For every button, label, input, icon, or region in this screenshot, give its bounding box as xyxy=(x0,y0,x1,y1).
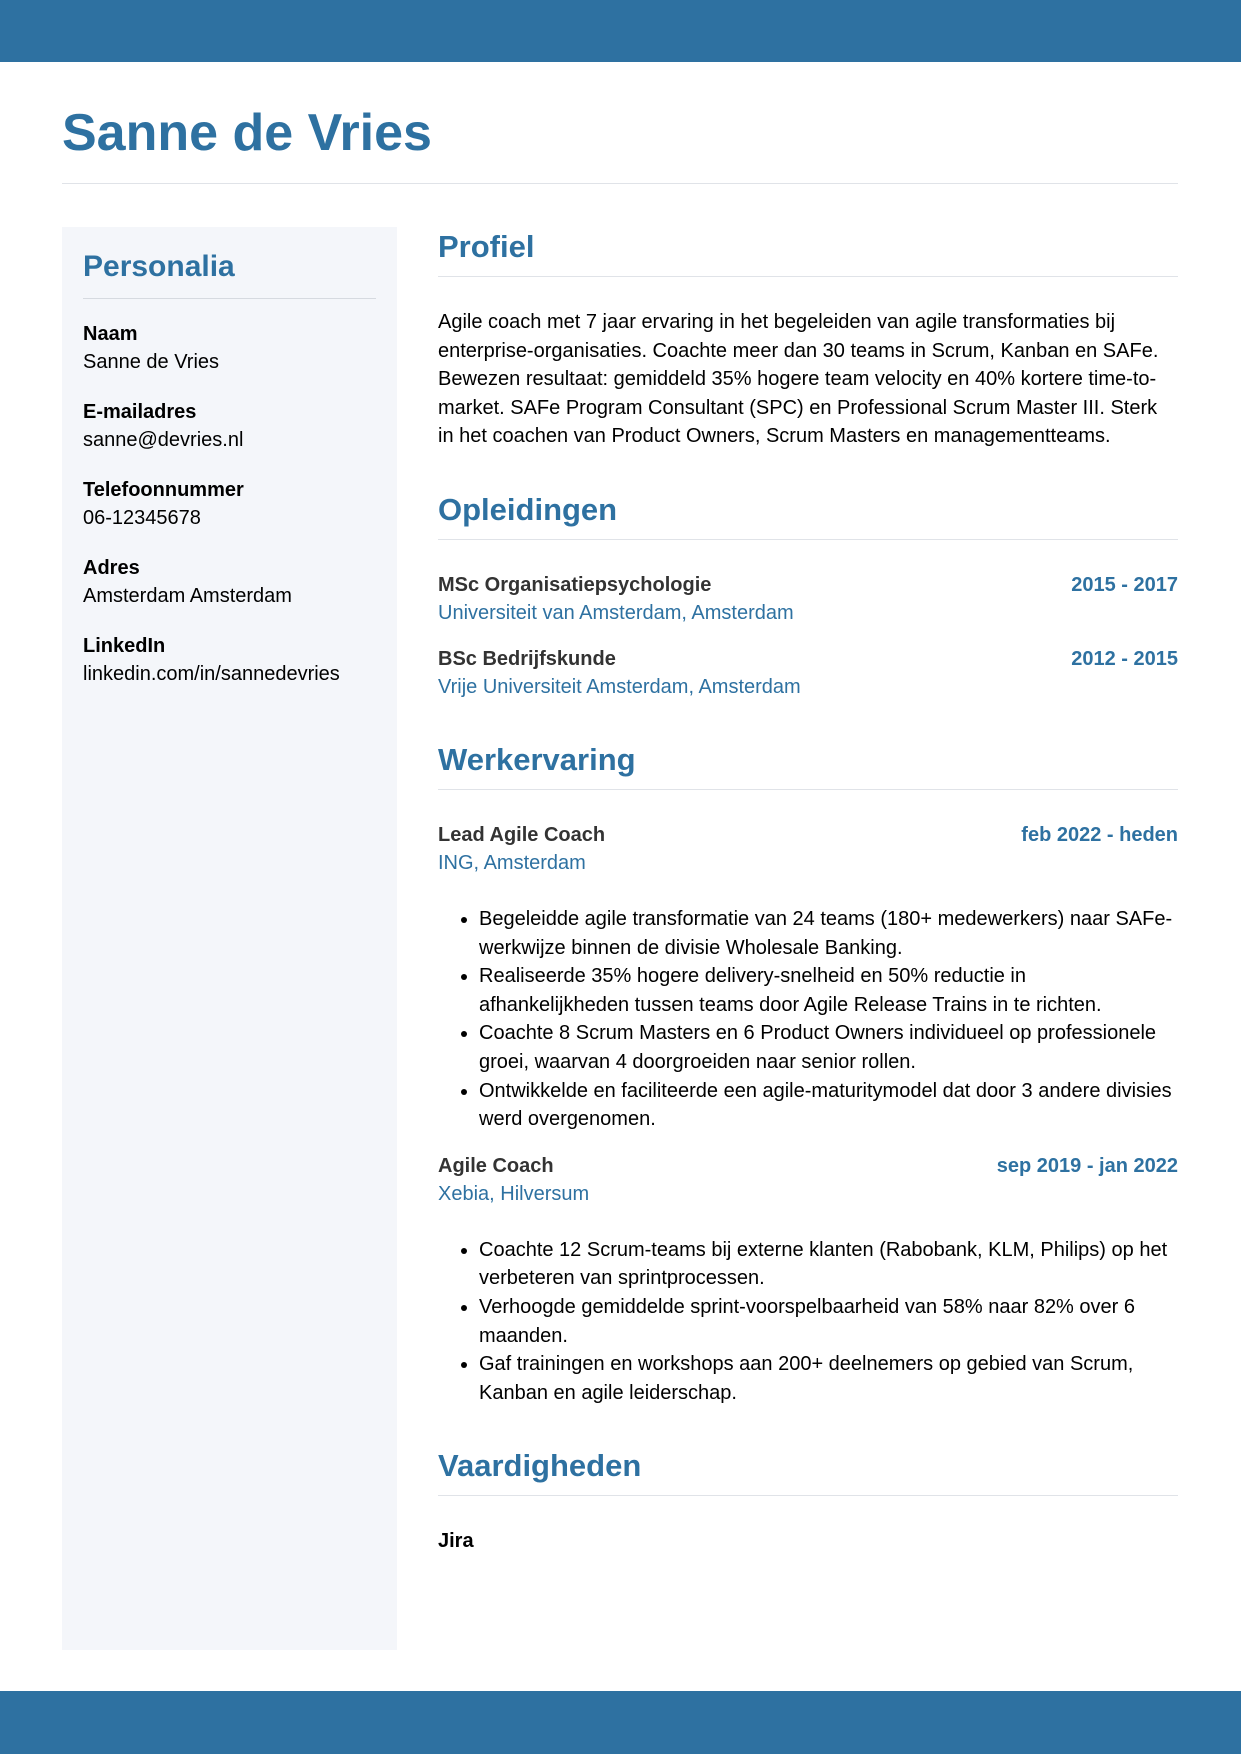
bullet-item: • Ontwikkelde en faciliteerde een agile-maturitymodel dat door 3 andere divisies werd overgenomen. xyxy=(479,1077,1178,1134)
bullet-item: • Realiseerde 35% hogere delivery-snelheid en 50% reductie in afhankelijkheden tussen teams door Agile Release Trains in te richten. xyxy=(479,962,1178,1019)
education-dates: 2015 - 2017 xyxy=(1071,573,1178,596)
education-degree: BSc Bedrijfskunde xyxy=(438,647,616,670)
linkedin-link[interactable]: linkedin.com/in/sannedevries xyxy=(83,662,340,685)
field-linkedin xyxy=(83,632,376,688)
bullet-item: • Coachte 8 Scrum Masters en 6 Product Owners individueel op professionele groei, waarvan 4 doorgroeiden naar senior rollen. xyxy=(479,1019,1178,1076)
field-label: Adres xyxy=(83,556,140,579)
section-divider xyxy=(438,539,1178,540)
sidebar-title: Personalia xyxy=(83,250,235,283)
field-value: 06-12345678 xyxy=(83,506,201,529)
section-profile xyxy=(438,223,1178,451)
experience-company: Xebia, Hilversum xyxy=(438,1182,590,1205)
field-value: Amsterdam Amsterdam xyxy=(83,584,292,607)
field-label: LinkedIn xyxy=(83,634,166,657)
field-email xyxy=(83,398,376,454)
field-naam xyxy=(83,320,376,376)
section-title: Profiel xyxy=(438,229,535,264)
field-label: Telefoonnummer xyxy=(83,478,244,501)
section-title: Werkervaring xyxy=(438,741,636,777)
bullet-item: • Begeleidde agile transformatie van 24 teams (180+ medewerkers) naar SAFe-werkwijze binnen de divisie Wholesale Banking. xyxy=(479,905,1178,962)
section-divider xyxy=(438,789,1178,790)
education-institution: Universiteit van Amsterdam, Amsterdam xyxy=(438,601,794,624)
bullet-item: • Gaf trainingen en workshops aan 200+ deelnemers op gebied van Scrum, Kanban en agile leiderschap. xyxy=(479,1350,1178,1407)
experience-role: Lead Agile Coach xyxy=(438,823,606,846)
skill-item: Jira xyxy=(438,1530,474,1553)
section-divider xyxy=(438,276,1178,277)
bottom-banner xyxy=(0,1691,1241,1754)
section-education xyxy=(438,486,1178,701)
header-divider xyxy=(62,183,1178,184)
experience-role: Agile Coach xyxy=(438,1154,554,1177)
section-experience xyxy=(438,736,1178,1407)
field-label: Naam xyxy=(83,322,138,345)
sidebar-divider xyxy=(83,298,376,299)
field-address xyxy=(83,554,376,610)
bullet-item: • Coachte 12 Scrum-teams bij externe klanten (Rabobank, KLM, Philips) op het verbeteren van sprintprocessen. xyxy=(479,1236,1178,1293)
bullet-item: • Verhoogde gemiddelde sprint-voorspelbaarheid van 58% naar 82% over 6 maanden. xyxy=(479,1293,1178,1350)
field-value: Sanne de Vries xyxy=(83,350,220,373)
experience-dates: sep 2019 - jan 2022 xyxy=(996,1154,1178,1177)
education-dates: 2012 - 2015 xyxy=(1071,647,1178,670)
field-label: E-mailadres xyxy=(83,400,197,423)
experience-entry xyxy=(438,1152,1178,1408)
field-phone xyxy=(83,476,376,532)
field-value: sanne@devries.nl xyxy=(83,428,244,451)
section-title: Vaardigheden xyxy=(438,1448,642,1484)
section-title: Opleidingen xyxy=(438,491,618,527)
section-skills xyxy=(438,1442,1178,1555)
experience-bullets xyxy=(438,905,1178,1134)
experience-company: ING, Amsterdam xyxy=(438,851,586,874)
education-entry xyxy=(438,571,1178,627)
top-banner xyxy=(0,0,1241,62)
education-entry xyxy=(438,645,1178,701)
experience-entry xyxy=(438,821,1178,1134)
sidebar-personalia xyxy=(62,227,397,1650)
profile-text: Agile coach met 7 jaar ervaring in het begeleiden van agile transformaties bij enterprise-organisaties. Coachte meer dan 30 teams in Scrum, Kanban en SAFe. Bewezen resultaat: gemiddeld 35% hogere team velocity en 40% kortere time-to-market. SAFe Program Consultant (SPC) en Professional Scrum Master III. Sterk in het coachen van Product Owners, Scrum Masters en managementteams. xyxy=(438,311,1159,448)
experience-dates: feb 2022 - heden xyxy=(1021,823,1178,846)
main-content xyxy=(438,223,1178,1590)
section-divider xyxy=(438,1495,1178,1496)
page-title: Sanne de Vries xyxy=(62,104,432,162)
experience-bullets xyxy=(438,1236,1178,1408)
education-degree: MSc Organisatiepsychologie xyxy=(438,573,712,596)
education-institution: Vrije Universiteit Amsterdam, Amsterdam xyxy=(438,675,801,698)
